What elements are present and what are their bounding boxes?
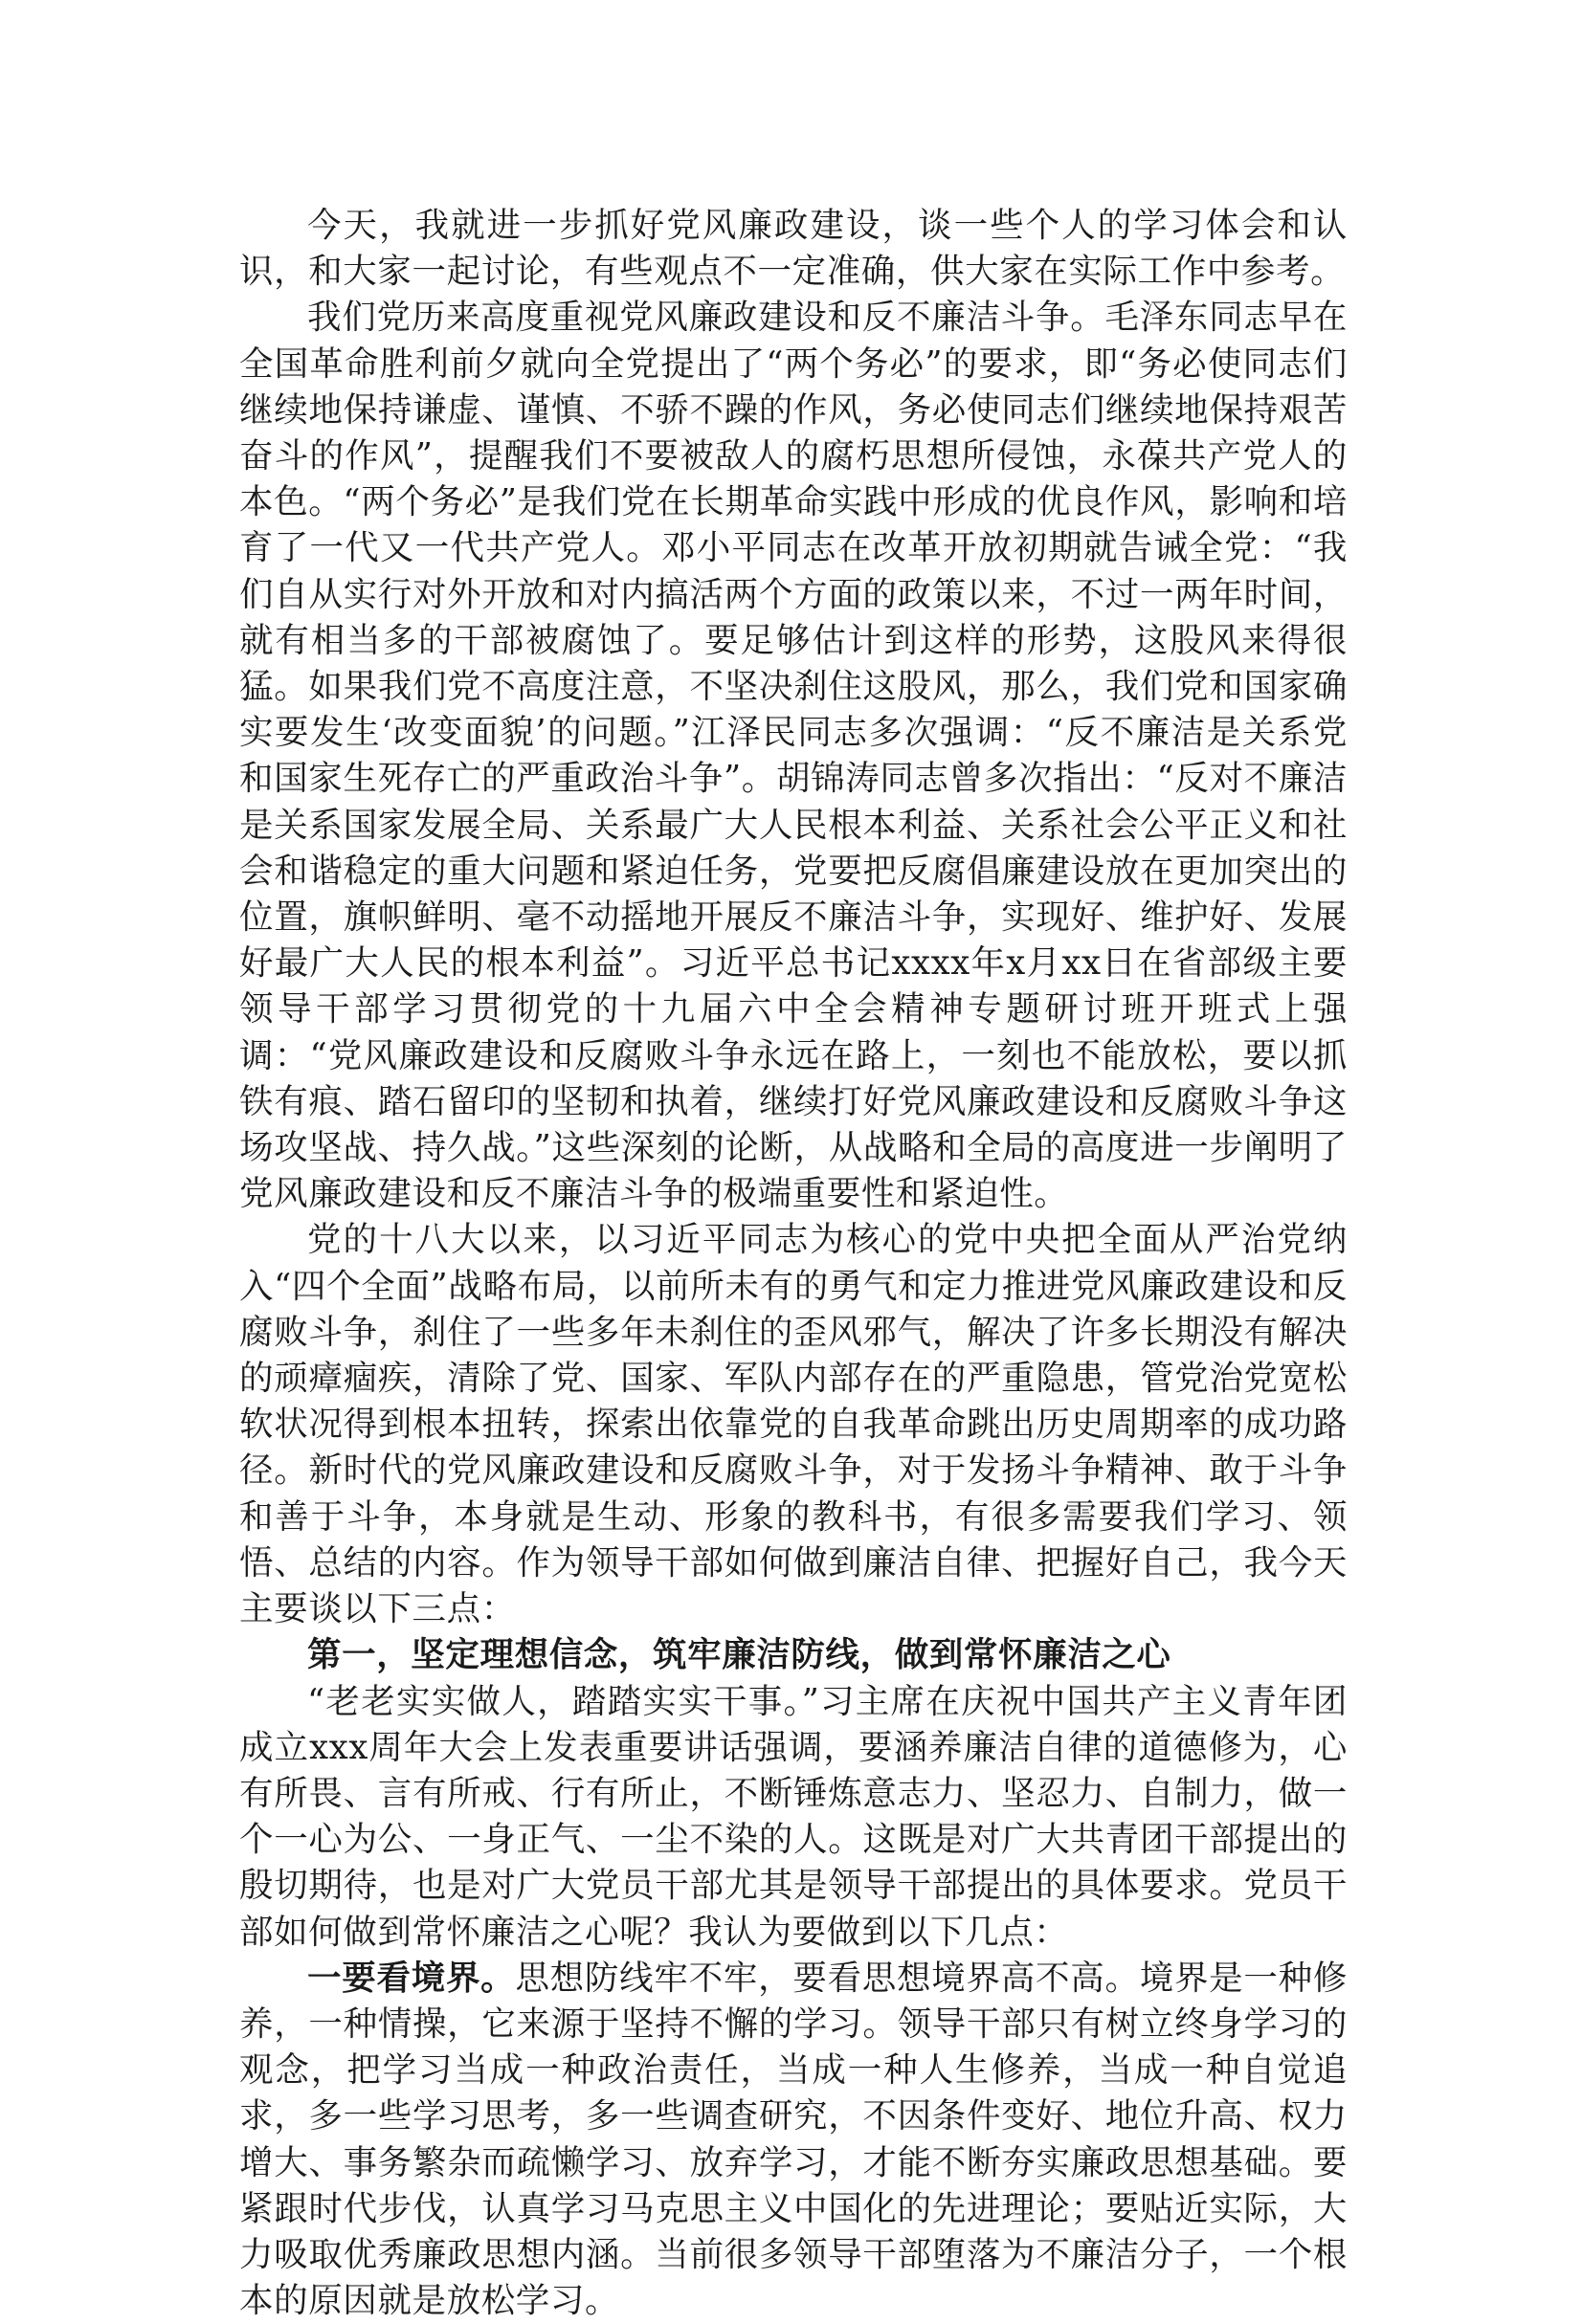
paragraph-since-18th-congress: 党的十八大以来，以习近平同志为核心的党中央把全面从严治党纳入“四个全面”战略布局，以前所未有的勇气和定力推进党风廉政建设和反腐败斗争，刹住了一些多年未刹住的歪风邪气，解决了许多长期没有解决的顽瘴痼疾，清除了党、国家、军队内部存在的严重隐患，管党治党宽松软状况得到根本扭转，探索出依靠党的自我革命跳出历史周期率的成功路径。新时代的党风廉政建设和反腐败斗争，对于发扬斗争精神、敢于斗争和善于斗争，本身就是生动、形象的教科书，有很多需要我们学习、领悟、总结的内容。作为领导干部如何做到廉洁自律、把握好自己，我今天主要谈以下三点： bbox=[239, 1220, 1348, 1629]
paragraph-history: 我们党历来高度重视党风廉政建设和反不廉洁斗争。毛泽东同志早在全国革命胜利前夕就向全党提出了“两个务必”的要求，即“务必使同志们继续地保持谦虚、谨慎、不骄不躁的作风，务必使同志们继续地保持艰苦奋斗的作风”，提醒我们不要被敌人的腐朽思想所侵蚀，永葆共产党人的本色。“两个务必”是我们党在长期革命实践中形成的优良作风，影响和培育了一代又一代共产党人。邓小平同志在改革开放初期就告诫全党：“我们自从实行对外开放和对内搞活两个方面的政策以来，不过一两年时间，就有相当多的干部被腐蚀了。要足够估计到这样的形势，这股风来得很猛。如果我们党不高度注意，不坚决刹住这股风，那么，我们党和国家确实要发生‘改变面貌’的问题。”江泽民同志多次强调：“反不廉洁是关系党和国家生死存亡的严重政治斗争”。胡锦涛同志曾多次指出：“反对不廉洁是关系国家发展全局、关系最广大人民根本利益、关系社会公平正义和社会和谐稳定的重大问题和紧迫任务，党要把反腐倡廉建设放在更加突出的位置，旗帜鲜明、毫不动摇地开展反不廉洁斗争，实现好、维护好、发展好最广大人民的根本利益”。习近平总书记xxxx年x月xx日在省部级主要领导干部学习贯彻党的十九届六中全会精神专题研讨班开班式上强调：“党风廉政建设和反腐败斗争永远在路上，一刻也不能放松，要以抓铁有痕、踏石留印的坚韧和执着，继续打好党风廉政建设和反腐败斗争这场攻坚战、持久战。”这些深刻的论断，从战略和全局的高度进一步阐明了党风廉政建设和反不廉洁斗争的极端重要性和紧迫性。 bbox=[239, 298, 1348, 1214]
paragraph-after-heading: “老老实实做人，踏踏实实干事。”习主席在庆祝中国共产主义青年团成立xxx周年大会上发表重要讲话强调，要涵养廉洁自律的道德修为，心有所畏、言有所戒、行有所止，不断锤炼意志力、坚忍力、自制力，做一个一心为公、一身正气、一尘不染的人。这既是对广大共青团干部提出的殷切期待，也是对广大党员干部尤其是领导干部提出的具体要求。党员干部如何做到常怀廉洁之心呢？我认为要做到以下几点： bbox=[239, 1681, 1348, 1952]
point-one-lead: 一要看境界。 bbox=[307, 1958, 516, 1998]
point-one-text: 思想防线牢不牢，要看思想境界高不高。境界是一种修养，一种情操，它来源于坚持不懈的学习。领导干部只有树立终身学习的观念，把学习当成一种政治责任，当成一种人生修养，当成一种自觉追求，多一些学习思考，多一些调查研究，不因条件变好、地位升高、权力增大、事务繁杂而疏懒学习、放弃学习，才能不断夯实廉政思想基础。要紧跟时代步伐，认真学习马克思主义中国化的先进理论；要贴近实际，大力吸取优秀廉政思想内涵。当前很多领导干部堕落为不廉洁分子，一个根本的原因就是放松学习。 bbox=[239, 1958, 1348, 2321]
section-heading-first: 第一，坚定理想信念，筑牢廉洁防线，做到常怀廉洁之心 bbox=[307, 1635, 1171, 1675]
paragraph-point-one bbox=[239, 1956, 1348, 2324]
document-body bbox=[239, 203, 1348, 2324]
paragraph-intro: 今天，我就进一步抓好党风廉政建设，谈一些个人的学习体会和认识，和大家一起讨论，有些观点不一定准确，供大家在实际工作中参考。 bbox=[239, 206, 1348, 292]
